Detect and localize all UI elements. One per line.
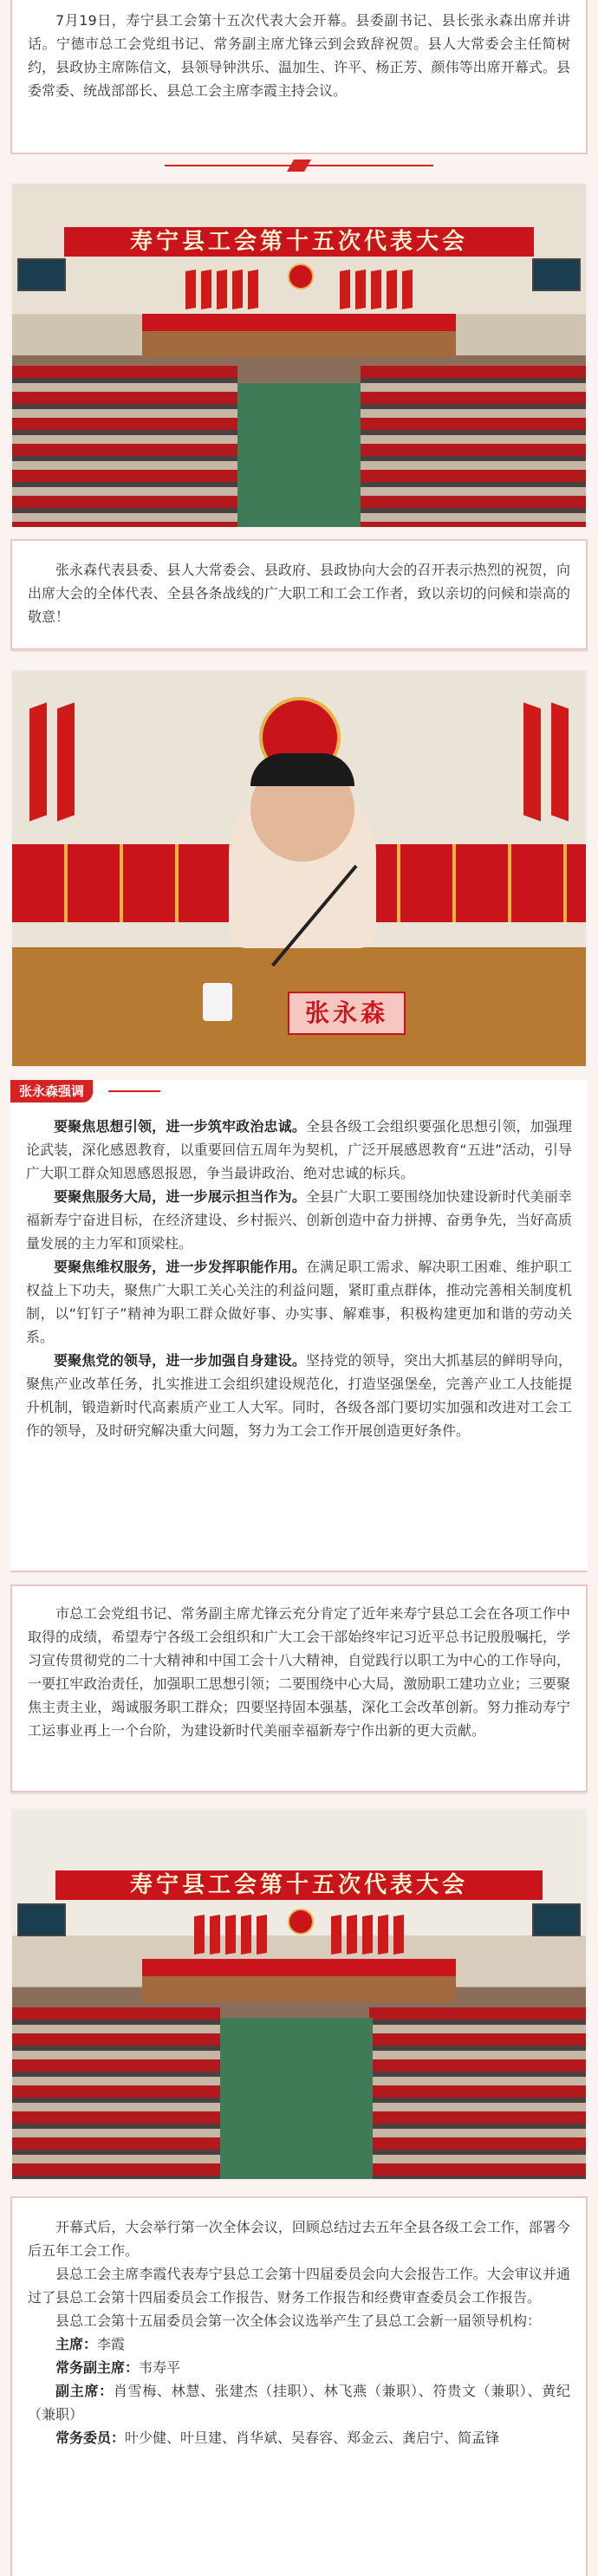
meeting-paragraph: 开幕式后，大会举行第一次全体会议，回顾总结过去五年全县各级工会工作，部署今后五年工会工作。 [28, 2219, 570, 2259]
emphasis-item [26, 1185, 572, 1255]
conference-hall-photo[interactable] [10, 182, 588, 529]
intro-box [10, 0, 588, 154]
emblem-icon [288, 1909, 314, 1935]
election-paragraph: 县总工会第十五届委员会第一次全体会议选举产生了县总工会新一届领导机构： [55, 2313, 542, 2329]
meeting-banner: 寿宁县工会第十五次代表大会 [55, 1870, 543, 1900]
greeting-box [10, 539, 588, 650]
greeting-paragraph: 张永森代表县委、县人大常委会、县政府、县政协向大会的召开表示热烈的祝贺，向出席大会的全体代表、全县各条战线的广大职工和工会工作者，致以亲切的问候和崇高的敬意！ [28, 562, 570, 625]
emphasis-body: 全县各级工会组织要强化思想引领，加强理论武装，深化感恩教育，以重要回信五周年为契机，广泛开展感恩教育“五进”活动，引导广大职工群众知恩感恩报恩，争当最讲政治、绝对忠诚的标兵。 [26, 1118, 572, 1181]
emphasis-item [26, 1255, 572, 1349]
emphasis-item [26, 1115, 572, 1185]
role-executive-vice-chair: 常务副主席：韦寿平 [55, 2359, 181, 2376]
emphasis-item [26, 1349, 572, 1442]
election-box [10, 2196, 588, 2576]
emphasis-lead: 要聚焦党的领导，进一步加强自身建设。 [54, 1352, 306, 1369]
emphasis-lead: 要聚焦服务大局，进一步展示担当作为。 [54, 1188, 306, 1205]
nameplate: 张永森 [288, 992, 406, 1035]
role-vice-chairs: 副主席：肖雪梅、林慧、张建杰（挂职）、林飞燕（兼职）、符贵文（兼职）、黄纪（兼职） [28, 2383, 570, 2423]
section-divider [165, 158, 433, 173]
intro-paragraph: 7月19日，寿宁县工会第十五次代表大会开幕。县委副书记、县长张永森出席并讲话。宁德市总工会党组书记、常务副主席尤锋云到会致辞祝贺。县人大常委会主任简树约，县政协主席陈信文，县领导钟洪乐、温加生、许平、杨正芳、颜伟等出席开幕式。县委常委、统战部部长、县总工会主席李霞主持会议。 [28, 12, 570, 99]
role-standing-members: 常务委员：叶少健、叶旦建、肖华斌、吴春容、郑金云、龚启宁、简孟锋 [55, 2430, 500, 2446]
remarks-box [10, 1584, 588, 1792]
speaker-photo[interactable] [10, 669, 588, 1068]
remarks-paragraph: 市总工会党组书记、常务副主席尤锋云充分肯定了近年来寿宁县总工会在各项工作中取得的成绩，希望寿宁各级工会组织和广大工会干部始终牢记习近平总书记殷殷嘱托，学习宣传贯彻党的二十大精神和中国工会十八大精神，自觉践行以职工为中心的工作导向，一要扛牢政治责任，加强职工思想引领；二要围绕中心大局，激励职工建功立业；三要聚焦主责主业，竭诚服务职工群众；四要坚持固本强基，深化工会改革创新。努力推动寿宁工运事业再上一个台阶，为建设新时代美丽幸福新寿宁作出新的更大贡献。 [28, 1605, 570, 1739]
emphasis-body: 坚持党的领导，突出大抓基层的鲜明导向，聚焦产业改革任务，扎实推进工会组织建设规范化，打造坚强堡垒，完善产业工人技能提升机制，锻造新时代高素质产业工人大军。同时，各级各部门要切实加强和改进对工会工作的领导，及时研究解决重大问题，努力为工会工作开展创造更好条件。 [26, 1352, 572, 1439]
role-chair: 主席：李霞 [55, 2336, 126, 2352]
emphasis-body: 全县广大职工要围绕加快建设新时代美丽幸福新寿宁奋进目标，在经济建设、乡村振兴、创新创造中奋力拼搏、奋勇争先，当好高质量发展的主力军和顶梁柱。 [26, 1188, 572, 1252]
emphasis-lead: 要聚焦思想引领，进一步筑牢政治忠诚。 [54, 1118, 306, 1135]
emphasis-lead: 要聚焦维权服务，进一步发挥职能作用。 [54, 1259, 306, 1275]
emphasis-box [10, 1080, 588, 1572]
plenary-photo[interactable] [10, 1808, 588, 2181]
section-tag: 张永森强调 [10, 1080, 93, 1103]
emphasis-body: 在满足职工需求、解决职工困难、维护职工权益上下功夫，聚焦广大职工关心关注的利益问题，紧盯重点群体，推动完善相关制度机制，以“钉钉子”精神为职工群众做好事、办实事、解难事，积极构建更加和谐的劳动关系。 [26, 1259, 572, 1345]
meeting-banner: 寿宁县工会第十五次代表大会 [64, 227, 534, 257]
emblem-icon [288, 263, 314, 289]
report-paragraph: 县总工会主席李霞代表寿宁县总工会第十四届委员会向大会报告工作。大会审议并通过了县总工会第十四届委员会工作报告、财务工作报告和经费审查委员会工作报告。 [28, 2266, 570, 2306]
tag-underline [108, 1090, 160, 1092]
